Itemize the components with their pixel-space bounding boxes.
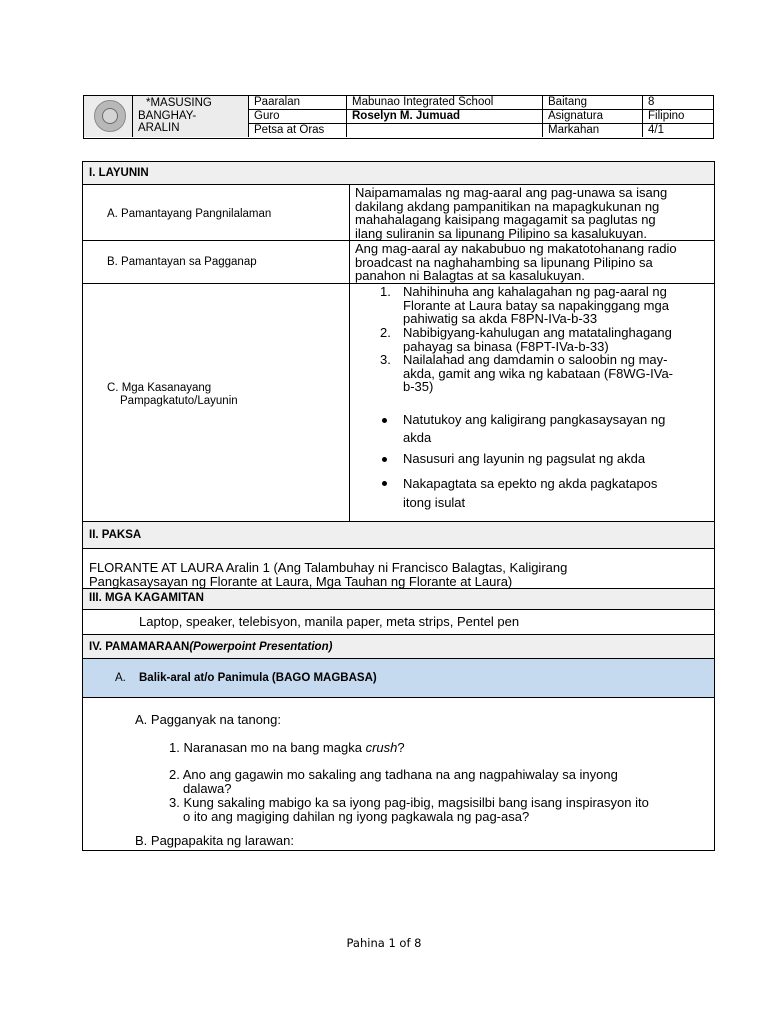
deped-seal-icon	[94, 100, 126, 132]
guro-value: Roselyn M. Jumuad	[352, 110, 460, 122]
pamamaraan-title: IV. PAMAMARAAN(Powerpoint Presentation)	[89, 641, 333, 653]
b-label: B. Pamantayan sa Pagganap	[107, 256, 257, 268]
question-2: 2. Ano ang gagawin mo sakaling ang tadhana na ang nagpahiwalay sa inyong dalawa?	[169, 767, 618, 796]
seal-cell	[84, 96, 132, 137]
kagamitan-title: III. MGA KAGAMITAN	[89, 592, 204, 604]
markahan-value: 4/1	[648, 124, 664, 136]
kagamitan-text: Laptop, speaker, telebisyon, manila paper, meta strips, Pentel pen	[139, 614, 520, 629]
document-title: *MASUSING BANGHAY- ARALIN	[132, 96, 248, 137]
layunin-title: I. LAYUNIN	[89, 167, 149, 179]
a-text: Naipamamalas ng mag-aaral ang pag-unawa sa isang dakilang akdang pampanitikan na mapagkukunan ng mahahalagang kaisipang magagamit sa paglutas ng ilang suliranin sa lipunang Pilipino sa kasalukuyan.	[355, 185, 668, 241]
bullet-icon	[382, 457, 387, 462]
paksa-row	[83, 549, 714, 589]
kasanayang-pampagkatuto-row	[83, 284, 714, 522]
paaralan-value: Mabunao Integrated School	[352, 96, 494, 108]
petsa-value	[346, 124, 352, 138]
a-label: A. Pamantayang Pangnilalaman	[107, 208, 272, 220]
balik-aral-number: A.	[115, 672, 126, 684]
lesson-plan-table	[82, 161, 715, 851]
kagamitan-row	[83, 610, 714, 635]
bullet-icon	[382, 418, 387, 423]
pamantayan-pagganap-row	[83, 241, 714, 284]
asignatura-label: Asignatura	[548, 110, 603, 122]
bullet-icon	[382, 481, 387, 486]
pagpapakita-title: B. Pagpapakita ng larawan:	[135, 833, 294, 848]
guro-label: Guro	[254, 110, 280, 122]
pamantayang-pangnilalaman-row	[83, 185, 714, 241]
bullet-1-text: Natutukoy ang kaligirang pangkasaysayan ng akda	[403, 412, 666, 445]
paksa-header	[83, 522, 714, 549]
page-footer: Pahina 1 of 8	[346, 936, 422, 950]
pagganyak-section	[83, 698, 714, 850]
baitang-label: Baitang	[548, 96, 588, 108]
kagamitan-header	[83, 589, 714, 610]
objective-3-text: Nailalahad ang damdamin o saloobin ng may- akda, gamit ang wika ng kabataan (F8WG-IVa- b-35)	[403, 352, 673, 394]
question-3: 3. Kung sakaling mabigo ka sa iyong pag-ibig, magsisilbi bang isang inspirasyon ito o ito ang magiging dahilan ng iyong pagkawala ng pag-asa?	[169, 795, 649, 824]
petsa-label: Petsa at Oras	[254, 124, 325, 136]
header-table	[83, 95, 714, 139]
balik-aral-header	[83, 659, 714, 698]
question-1: 1. Naranasan mo na bang magka crush?	[169, 740, 405, 755]
layunin-header	[83, 162, 714, 185]
objective-1-number: 1.	[380, 284, 391, 299]
markahan-label: Markahan	[548, 124, 600, 136]
objective-3-number: 3.	[380, 352, 391, 367]
baitang-value: 8	[648, 96, 655, 108]
bullet-2-text: Nasusuri ang layunin ng pagsulat ng akda	[403, 451, 646, 466]
pamamaraan-header	[83, 635, 714, 659]
b-text: Ang mag-aaral ay nakabubuo ng makatotohanang radio broadcast na naghahambing sa lipunang Pilipino sa panahon ni Balagtas at sa kasalukuyan.	[355, 241, 677, 283]
bullet-3-text: Nakapagtata sa epekto ng akda pagkatapos itong isulat	[403, 476, 658, 510]
paksa-text: FLORANTE AT LAURA Aralin 1 (Ang Talambuhay ni Francisco Balagtas, Kaligirang Pangkasaysayan ng Florante at Laura, Mga Tauhan ng Florante at Laura)	[89, 560, 568, 589]
paksa-title: II. PAKSA	[89, 529, 142, 541]
balik-aral-title: Balik-aral at/o Panimula (BAGO MAGBASA)	[139, 672, 377, 684]
objective-2-text: Nabibigyang-kahulugan ang matatalinghagang pahayag sa binasa (F8PT-IVa-b-33)	[403, 325, 672, 354]
pagganyak-title: A. Pagganyak na tanong:	[135, 712, 282, 727]
c-label: C. Mga Kasanayang Pampagkatuto/Layunin	[107, 382, 238, 407]
objective-2-number: 2.	[380, 325, 391, 340]
objective-1-text: Nahihinuha ang kahalagahan ng pag-aaral ng Florante at Laura batay sa napakinggang mga pahiwatig sa akda F8PN-IVa-b-33	[403, 284, 669, 326]
asignatura-value: Filipino	[648, 110, 685, 122]
paaralan-label: Paaralan	[254, 96, 301, 108]
